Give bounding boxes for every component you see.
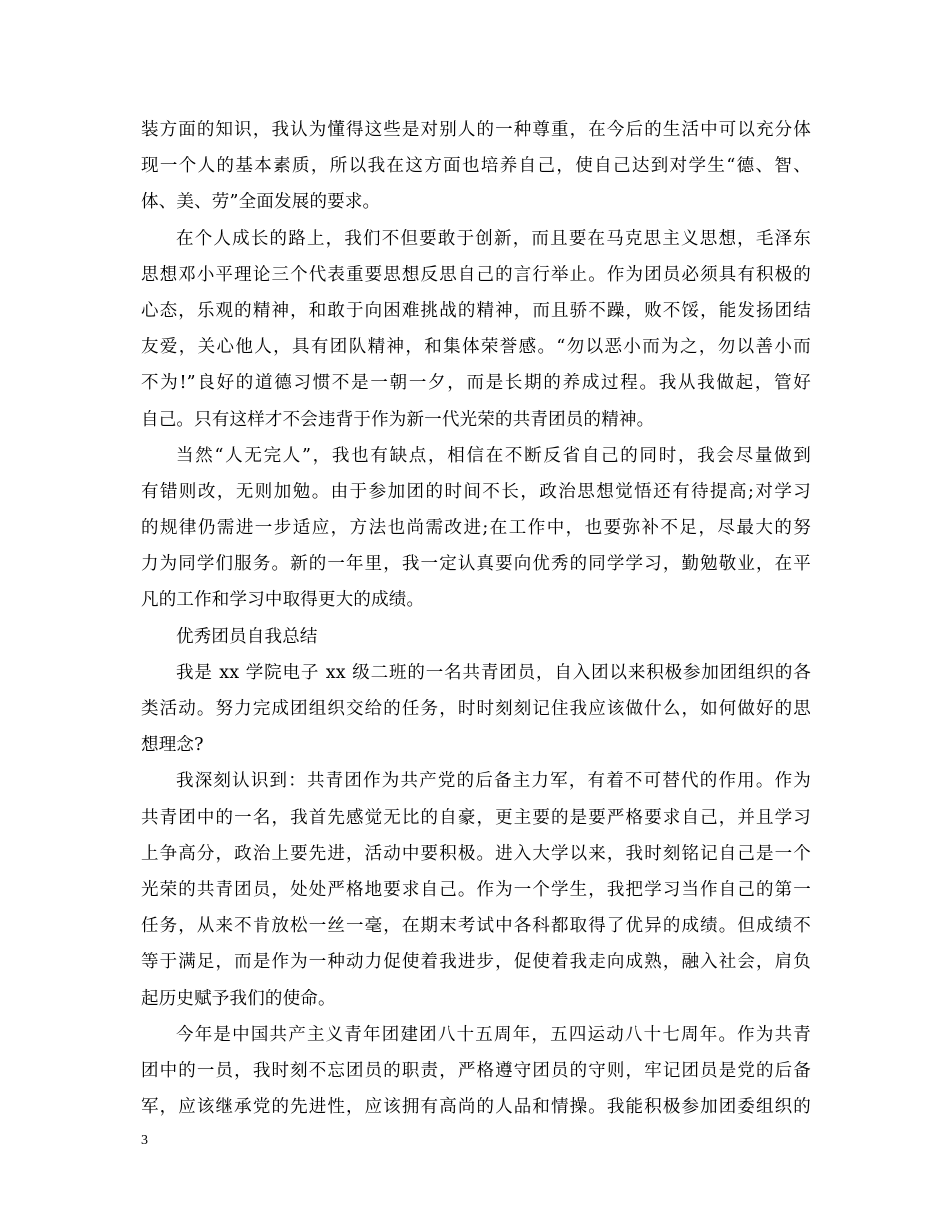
text-line: 当然“人无完人”，我也有缺点，相信在不断反省自己的同时，我会尽量做到 [176, 445, 811, 466]
text-line: 不为!”良好的道德习惯不是一朝一夕，而是长期的养成过程。我从我做起，管好 [141, 373, 811, 394]
text-line: 友爱，关心他人，具有团队精神，和集体荣誉感。“勿以恶小而为之，勿以善小而 [141, 337, 811, 358]
text-line: 类活动。努力完成团组织交给的任务，时时刻刻记住我应该做什么，如何做好的思 [141, 699, 811, 719]
text-line: 上争高分，政治上要先进，活动中要积极。进入大学以来，我时刻铭记自己是一个 [141, 843, 811, 864]
text-line: 优秀团员自我总结 [176, 626, 318, 647]
text-line: 体、美、劳”全面发展的要求。 [141, 192, 381, 213]
text-line: 想理念? [141, 735, 204, 756]
text-line: 力为同学们服务。新的一年里，我一定认真要向优秀的同学学习，勤勉敬业，在平 [141, 554, 811, 575]
text-line: 光荣的共青团员，处处严格地要求自己。作为一个学生，我把学习当作自己的第一 [141, 879, 811, 900]
body-text [141, 112, 811, 1125]
text-line: 在个人成长的路上，我们不但要敢于创新，而且要在马克思主义思想，毛泽东 [176, 228, 811, 249]
text-line: 有错则改，无则加勉。由于参加团的时间不长，政治思想觉悟还有待提高;对学习 [141, 481, 811, 502]
text-line: 凡的工作和学习中取得更大的成绩。 [141, 590, 425, 611]
text-line: 现一个人的基本素质，所以我在这方面也培养自己，使自己达到对学生“德、智、 [141, 156, 811, 177]
text-line: 自己。只有这样才不会违背于作为新一代光荣的共青团员的精神。 [141, 409, 655, 430]
text-line: 军，应该继承党的先进性，应该拥有高尚的人品和情操。我能积极参加团委组织的 [141, 1097, 811, 1118]
text-line: 团中的一员，我时刻不忘团员的职责，严格遵守团员的守则，牢记团员是党的后备 [141, 1060, 811, 1081]
text-line: 的规律仍需进一步适应，方法也尚需改进;在工作中，也要弥补不足，尽最大的努 [141, 518, 811, 539]
text-line: 等于满足，而是作为一种动力促使着我进步，促使着我走向成熟，融入社会，肩负 [141, 952, 811, 973]
text-line: 今年是中国共产主义青年团建团八十五周年，五四运动八十七周年。作为共青 [176, 1024, 811, 1045]
text-line: 心态，乐观的精神，和敢于向困难挑战的精神，而且骄不躁，败不馁，能发扬团结 [141, 300, 811, 321]
text-line: 我是 xx 学院电子 xx 级二班的一名共青团员，自入团以来积极参加团组织的各 [176, 662, 811, 683]
text-line: 我深刻认识到：共青团作为共产党的后备主力军，有着不可替代的作用。作为 [176, 771, 811, 792]
text-line: 思想邓小平理论三个代表重要思想反思自己的言行举止。作为团员必须具有积极的 [141, 264, 811, 285]
text-line: 共青团中的一名，我首先感觉无比的自豪，更主要的是要严格要求自己，并且学习 [141, 807, 811, 828]
text-line: 起历史赋予我们的使命。 [141, 988, 336, 1009]
page-number: 3 [141, 1133, 148, 1148]
text-line: 任务，从来不肯放松一丝一毫，在期末考试中各科都取得了优异的成绩。但成绩不 [141, 916, 811, 937]
text-line: 装方面的知识，我认为懂得这些是对别人的一种尊重，在今后的生活中可以充分体 [141, 120, 811, 140]
